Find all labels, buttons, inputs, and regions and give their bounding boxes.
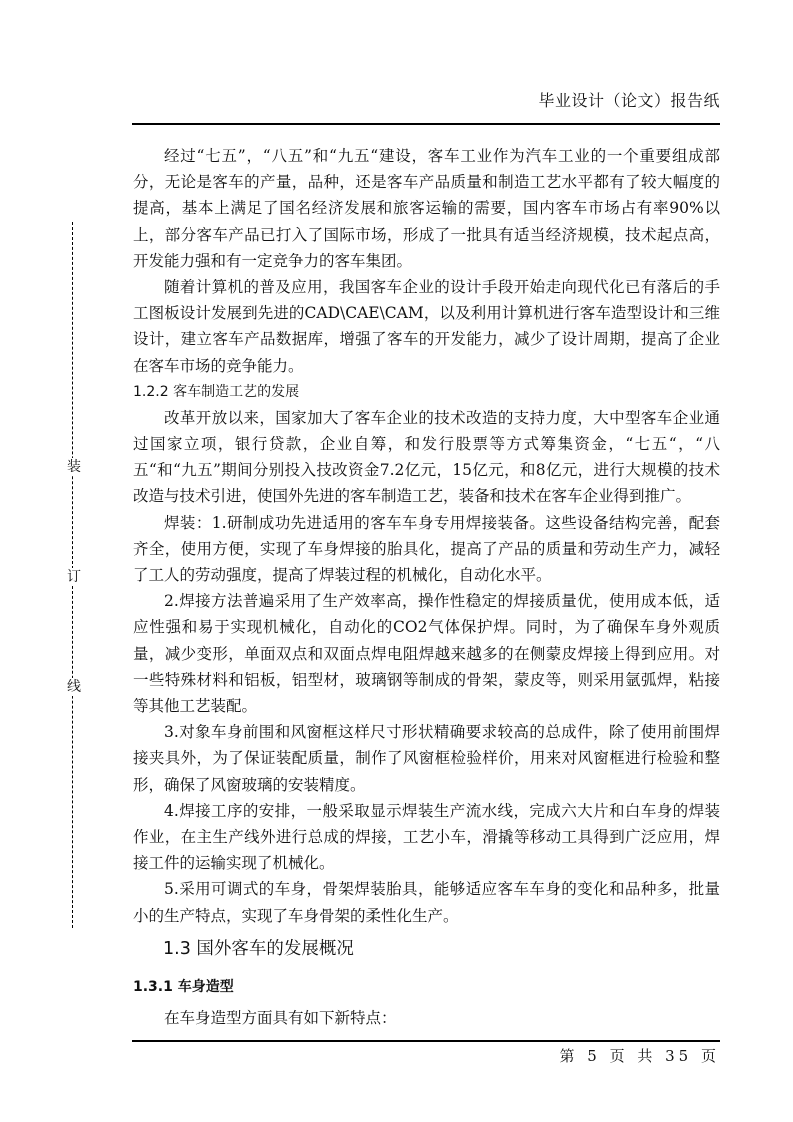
paragraph: 焊装：1.研制成功先进适用的客车车身专用焊接装备。这些设备结构完善，配套齐全，使用方便，实现了车身焊接的胎具化，提高了产品的质量和劳动生产力，减轻了工人的劳动强度，提高了焊装过程的机械化，自动化水平。 [133, 513, 720, 585]
paragraph: 3.对象车身前围和风窗框这样尺寸形状精确要求较高的总成件，除了使用前围焊接夹具外，为了保证装配质量，制作了风窗框检验样价，用来对风窗框进行检验和整形，确保了风窗玻璃的安装精度。 [133, 723, 720, 794]
paragraph: 改革开放以来，国家加大了客车企业的技术改造的支持力度，大中型客车企业通过国家立项，银行贷款，企业自筹，和发行股票等方式筹集资金，“七五“，“八五“和“九五”期间分别投入技改资金7.2亿元，15亿元，和8亿元，进行大规模的技术改造与技术引进，使国外先进的客车制造工艺，装备和技术在客车企业得到推广。 [133, 408, 720, 506]
paragraph: 5.采用可调式的车身，骨架焊装胎具，能够适应客车车身的变化和品种多，批量小的生产特点，实现了车身骨架的柔性化生产。 [133, 880, 720, 925]
binding-line [68, 222, 80, 928]
document-body [133, 143, 720, 1031]
section-heading-1-3-1: 1.3.1 车身造型 [133, 978, 234, 995]
binding-mark-zhuang: 装 [67, 459, 81, 475]
paragraph: 随着计算机的普及应用，我国客车企业的设计手段开始走向现代化已有落后的手工图板设计发展到先进的CAD\CAE\CAM，以及利用计算机进行客车造型设计和三维设计，建立客车产品数据库，增强了客车的开发能力，减少了设计周期，提高了企业在客车市场的竞争能力。 [133, 278, 720, 375]
paragraph: 经过“七五”，“八五”和“九五“建设，客车工业作为汽车工业的一个重要组成部分，无论是客车的产量，品种，还是客车产品质量和制造工艺水平都有了较大幅度的提高，基本上满足了国名经济发展和旅客运输的需要，国内客车市场占有率90%以上，部分客车产品已打入了国际市场，形成了一批具有适当经济规模，技术起点高，开发能力强和有一定竞争力的客车集团。 [133, 147, 720, 270]
footer-rule [132, 1040, 720, 1042]
paragraph: 2.焊接方法普遍采用了生产效率高，操作性稳定的焊接质量优，使用成本低，适应性强和易于实现机械化，自动化的CO2气体保护焊。同时，为了确保车身外观质量，减少变形，单面双点和双面点焊电阻焊越来越多的在侧蒙皮焊接上得到应用。对一些特殊材料和铝板，铝型材，玻璃钢等制成的骨架，蒙皮等，则采用氩弧焊，粘接等其他工艺装配。 [133, 592, 720, 716]
page-header-title: 毕业设计（论文）报告纸 [538, 91, 720, 110]
paragraph: 在车身造型方面具有如下新特点： [164, 1008, 397, 1027]
header-rule [132, 123, 720, 125]
page-number: 第 5 页 共 35 页 [559, 1047, 720, 1065]
binding-mark-ding: 订 [67, 569, 81, 585]
binding-mark-xian: 线 [67, 679, 81, 695]
paragraph: 4.焊接工序的安排，一般采取显示焊装生产流水线，完成六大片和白车身的焊装作业，在主生产线外进行总成的焊接，工艺小车，滑撬等移动工具得到广泛应用，焊接工件的运输实现了机械化。 [133, 801, 720, 873]
section-heading-1-3: 1.3 国外客车的发展概况 [163, 938, 354, 959]
section-heading-1-2-2: 1.2.2 客车制造工艺的发展 [133, 383, 300, 400]
